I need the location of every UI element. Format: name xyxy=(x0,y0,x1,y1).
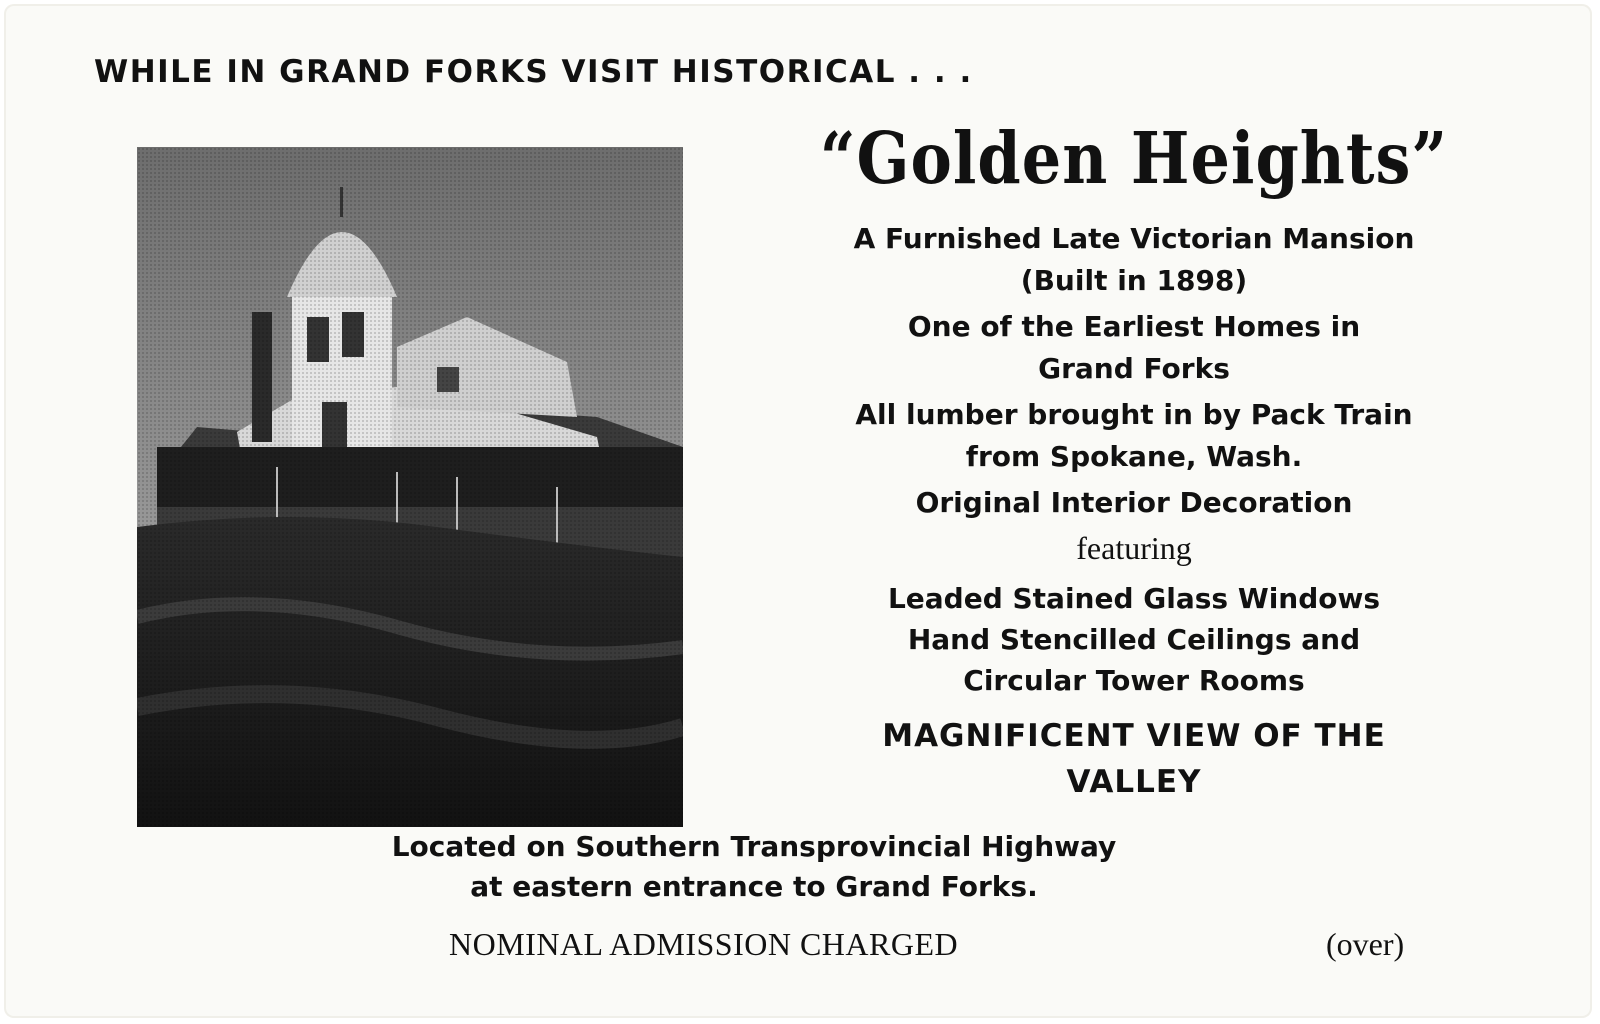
mansion-photo-image xyxy=(137,147,683,827)
description-line-4: Grand Forks xyxy=(1038,352,1230,385)
view-line-2: VALLEY xyxy=(1066,764,1202,800)
description-line-9: Hand Stencilled Ceilings and xyxy=(907,623,1361,656)
featuring-text: featuring xyxy=(1076,530,1192,566)
description-line-2: (Built in 1898) xyxy=(1020,264,1248,297)
description-line-7: Original Interior Decoration xyxy=(915,486,1353,519)
location-line-2: at eastern entrance to Grand Forks. xyxy=(470,870,1038,903)
view-line-1: MAGNIFICENT VIEW OF THE xyxy=(882,718,1386,754)
title: “Golden Heights” xyxy=(819,116,1449,201)
description-line-1: A Furnished Late Victorian Mansion xyxy=(853,222,1415,255)
mansion-photo xyxy=(137,147,683,827)
description-line-3: One of the Earliest Homes in xyxy=(907,310,1361,343)
description-line-6: from Spokane, Wash. xyxy=(965,440,1303,473)
admission-note: NOMINAL ADMISSION CHARGED xyxy=(449,926,959,962)
location-line-1: Located on Southern Transprovincial Highway xyxy=(391,830,1117,863)
description-line-8: Leaded Stained Glass Windows xyxy=(887,582,1381,615)
headline: WHILE IN GRAND FORKS VISIT HISTORICAL . . . xyxy=(94,54,973,90)
description-line-10: Circular Tower Rooms xyxy=(963,664,1305,697)
over-note: (over) xyxy=(1326,926,1405,962)
description-line-5: All lumber brought in by Pack Train xyxy=(855,398,1413,431)
postcard xyxy=(4,4,1592,1018)
